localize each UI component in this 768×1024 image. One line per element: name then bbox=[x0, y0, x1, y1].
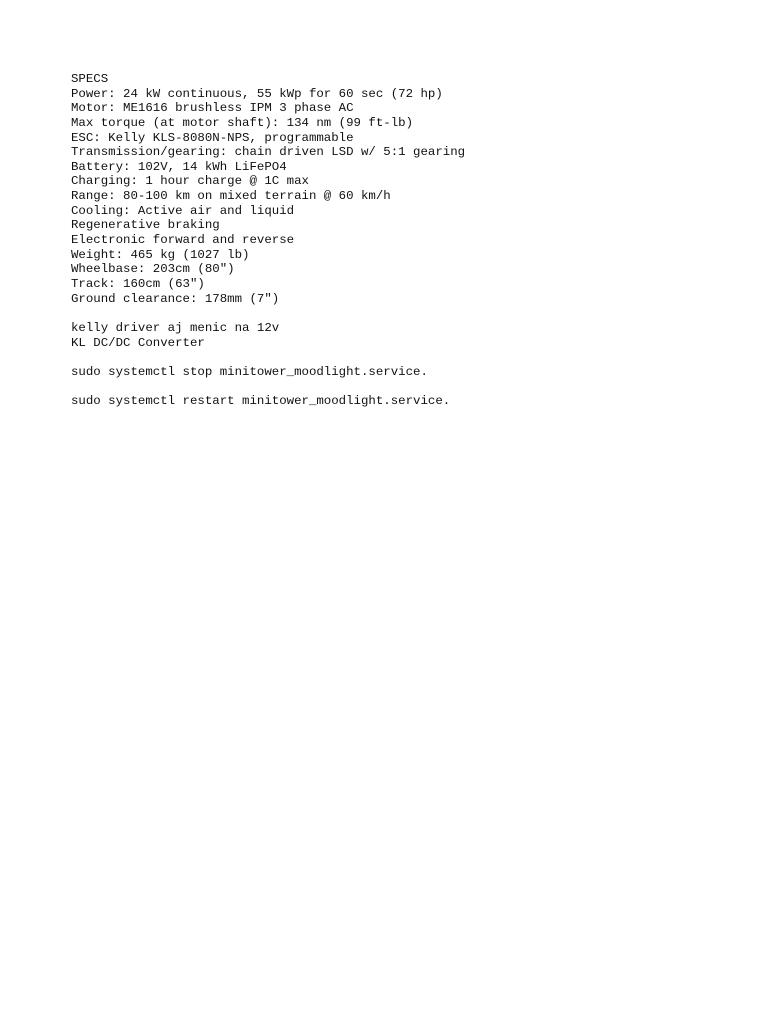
spec-motor: Motor: ME1616 brushless IPM 3 phase AC bbox=[71, 101, 354, 116]
spec-regenerative-braking: Regenerative braking bbox=[71, 218, 220, 233]
spec-power: Power: 24 kW continuous, 55 kWp for 60 sec (72 hp) bbox=[71, 86, 443, 101]
spec-wheelbase: Wheelbase: 203cm (80") bbox=[71, 262, 235, 277]
spec-weight: Weight: 465 kg (1027 lb) bbox=[71, 247, 250, 262]
note-kelly-driver: kelly driver aj menic na 12v bbox=[71, 320, 280, 335]
spec-ground-clearance: Ground clearance: 178mm (7") bbox=[71, 291, 280, 306]
spec-track: Track: 160cm (63") bbox=[71, 276, 205, 291]
blank-line bbox=[71, 350, 751, 365]
spec-transmission: Transmission/gearing: chain driven LSD w/ 5:1 gearing bbox=[71, 145, 466, 160]
blank-line bbox=[71, 379, 751, 394]
spec-cooling: Cooling: Active air and liquid bbox=[71, 203, 295, 218]
spec-forward-reverse: Electronic forward and reverse bbox=[71, 233, 295, 248]
spec-charging: Charging: 1 hour charge @ 1C max bbox=[71, 174, 309, 189]
blank-line bbox=[71, 306, 751, 321]
command-restart: sudo systemctl restart minitower_moodlight.service. bbox=[71, 394, 451, 409]
spec-range: Range: 80-100 km on mixed terrain @ 60 km/h bbox=[71, 189, 391, 204]
specs-heading: SPECS bbox=[71, 72, 109, 86]
spec-battery: Battery: 102V, 14 kWh LiFePO4 bbox=[71, 159, 287, 174]
spec-max-torque: Max torque (at motor shaft): 134 nm (99 ft-lb) bbox=[71, 115, 414, 130]
command-stop: sudo systemctl stop minitower_moodlight.service. bbox=[71, 364, 428, 379]
spec-esc: ESC: Kelly KLS-8080N-NPS, programmable bbox=[71, 130, 354, 145]
text-document bbox=[71, 72, 751, 409]
note-dcdc-converter: KL DC/DC Converter bbox=[71, 335, 205, 350]
